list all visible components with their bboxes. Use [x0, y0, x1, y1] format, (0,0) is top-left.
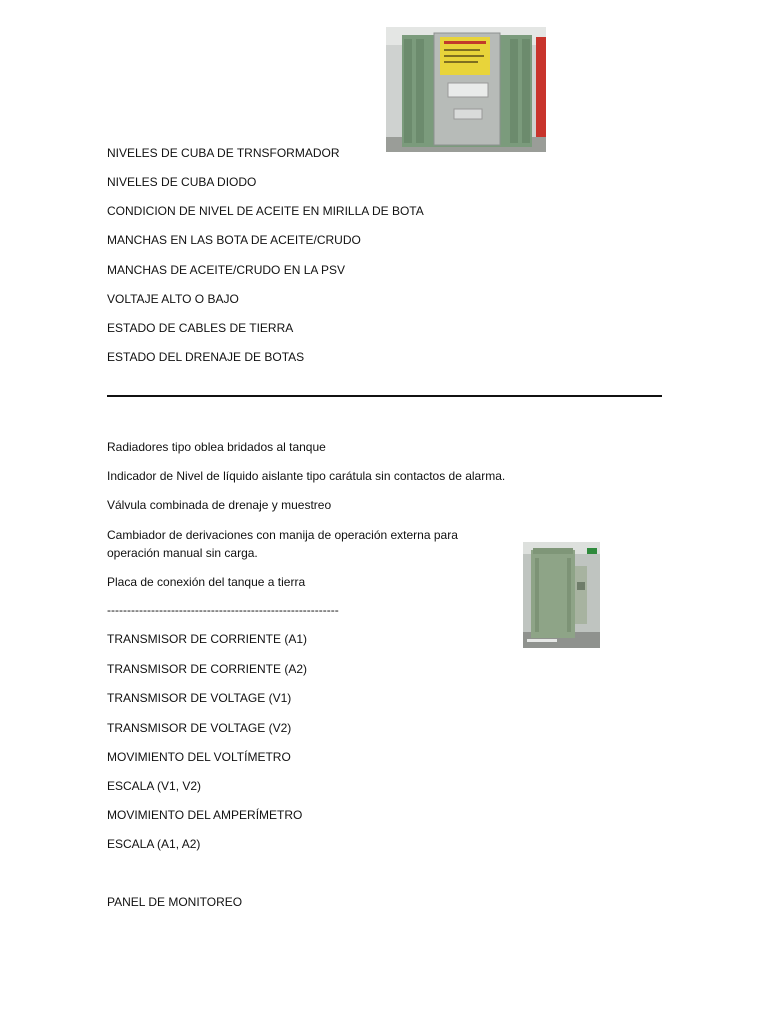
checklist-item: TRANSMISOR DE CORRIENTE (A2) — [107, 662, 308, 676]
feature-item: Placa de conexión del tanque a tierra — [107, 575, 306, 589]
feature-item: Indicador de Nivel de líquido aislante tipo carátula sin contactos de alarma. — [107, 469, 506, 483]
feature-item: Cambiador de derivaciones con manija de operación externa para — [107, 528, 458, 542]
checklist-item: VOLTAJE ALTO O BAJO — [107, 292, 239, 306]
transformer-photo — [386, 27, 546, 152]
checklist-item: TRANSMISOR DE VOLTAGE (V1) — [107, 691, 292, 705]
feature-item: Válvula combinada de drenaje y muestreo — [107, 498, 332, 512]
checklist-item: ESCALA (V1, V2) — [107, 779, 202, 793]
feature-item: Radiadores tipo oblea bridados al tanque — [107, 440, 326, 454]
panel-heading: PANEL DE MONITOREO — [107, 895, 243, 909]
dash-separator: ---------------------------------------------------------- — [107, 603, 339, 617]
checklist-item: ESCALA (A1, A2) — [107, 837, 201, 851]
checklist-item: MANCHAS EN LAS BOTA DE ACEITE/CRUDO — [107, 233, 361, 247]
checklist-item: ESTADO DEL DRENAJE DE BOTAS — [107, 350, 305, 364]
checklist-item: TRANSMISOR DE VOLTAGE (V2) — [107, 721, 292, 735]
checklist-item: CONDICION DE NIVEL DE ACEITE EN MIRILLA DE BOTA — [107, 204, 424, 218]
checklist-item: MANCHAS DE ACEITE/CRUDO EN LA PSV — [107, 263, 346, 277]
checklist-item: ESTADO DE CABLES DE TIERRA — [107, 321, 294, 335]
checklist-item: NIVELES DE CUBA DE TRNSFORMADOR — [107, 146, 340, 160]
checklist-item: NIVELES DE CUBA DIODO — [107, 175, 257, 189]
checklist-item: TRANSMISOR DE CORRIENTE (A1) — [107, 632, 308, 646]
transformer-side-photo — [523, 542, 600, 648]
checklist-item: MOVIMIENTO DEL AMPERÍMETRO — [107, 808, 303, 822]
feature-item: operación manual sin carga. — [107, 546, 258, 560]
checklist-item: MOVIMIENTO DEL VOLTÍMETRO — [107, 750, 291, 764]
section-divider — [107, 395, 662, 397]
